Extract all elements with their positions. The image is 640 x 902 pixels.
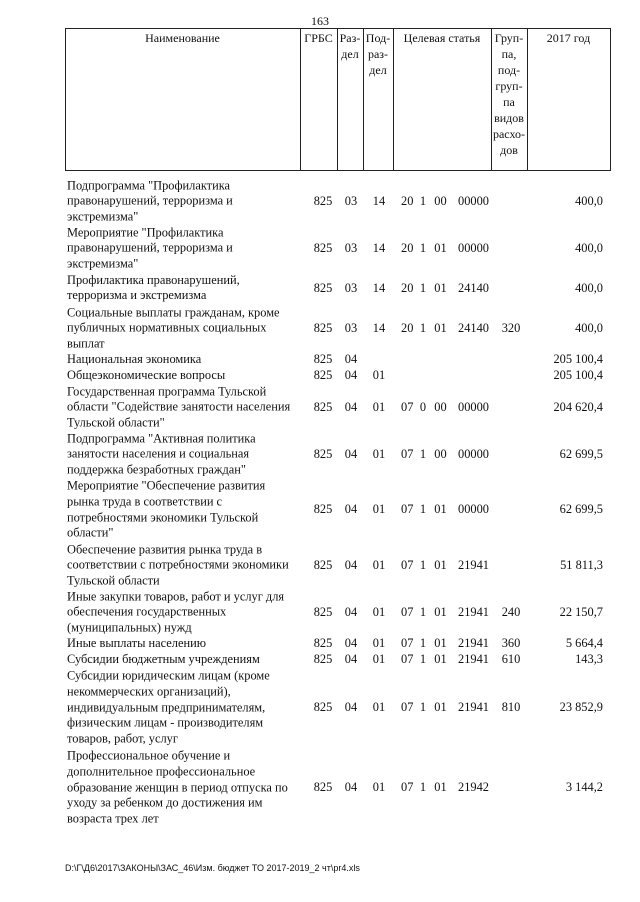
cs-direction: 00000 (458, 502, 489, 517)
cs-program: 07 (401, 780, 414, 795)
cs-event: 01 (434, 557, 447, 572)
row-target-article (401, 194, 491, 210)
row-name: Социальные выплаты гражданам, кроме публичных нормативных социальных выплат (67, 304, 280, 351)
table-row (0, 478, 640, 542)
row-amount: 400,0 (575, 280, 603, 295)
row-name: Профессиональное обучение и дополнительное профессиональное образование женщин в период отпуска по уходу за ребенком до достижения им возраста трех лет (67, 748, 288, 826)
cs-direction: 21941 (458, 557, 489, 572)
cs-direction: 21941 (458, 700, 489, 715)
row-amount: 3 144,2 (565, 780, 603, 795)
cs-program: 07 (401, 399, 414, 414)
row-name: Национальная экономика (67, 352, 202, 367)
row-podrazdel: 14 (372, 280, 386, 295)
table-row (0, 636, 640, 652)
row-razdel: 04 (344, 780, 358, 795)
row-razdel: 03 (344, 193, 358, 208)
cs-event: 01 (434, 280, 447, 295)
row-expense-group: 810 (501, 700, 521, 715)
cs-event: 01 (434, 320, 447, 335)
row-razdel: 04 (344, 652, 358, 667)
row-name: Подпрограмма "Профилактика правонарушений, терроризма и экстремизма" (67, 177, 233, 224)
row-razdel: 04 (344, 368, 358, 383)
row-grbs: 825 (313, 700, 333, 715)
cs-subprogram: 1 (419, 502, 427, 517)
table-row (0, 384, 640, 431)
row-name: Подпрограмма "Активная политика занятости населения и социальная поддержка безработных граждан" (67, 430, 256, 477)
table-row (0, 652, 640, 668)
header-target-article: Целевая статья (403, 31, 481, 45)
header-divider (393, 28, 394, 171)
row-target-article (401, 368, 491, 384)
row-amount: 205 100,4 (553, 352, 603, 367)
cs-direction: 21941 (458, 652, 489, 667)
row-grbs: 825 (313, 636, 333, 651)
row-grbs: 825 (313, 604, 333, 619)
cs-subprogram: 1 (419, 636, 427, 651)
cs-direction: 21942 (458, 780, 489, 795)
cs-subprogram: 1 (419, 320, 427, 335)
row-name: Иные выплаты населению (67, 636, 206, 651)
table-row (0, 431, 640, 478)
row-target-article (401, 700, 491, 716)
row-expense-group: 610 (501, 652, 521, 667)
row-name: Государственная программа Тульской области "Содействие занятости населения Тульской области" (67, 383, 291, 430)
row-amount: 400,0 (575, 320, 603, 335)
header-podrazdel: Под- раз- дел (365, 31, 391, 77)
row-podrazdel: 01 (372, 557, 386, 572)
row-target-article (401, 652, 491, 668)
table-row (0, 225, 640, 272)
cs-direction: 00000 (458, 193, 489, 208)
table-row (0, 748, 640, 828)
header-name: Наименование (145, 31, 220, 45)
row-name: Обеспечение развития рынка труда в соответствии с потребностями экономики Тульской области (67, 541, 289, 588)
cs-direction: 21941 (458, 604, 489, 619)
header-divider (65, 28, 66, 171)
row-razdel: 04 (344, 636, 358, 651)
cs-direction: 24140 (458, 280, 489, 295)
row-amount: 23 852,9 (559, 700, 603, 715)
cs-program: 07 (401, 636, 414, 651)
table-row (0, 305, 640, 352)
cs-subprogram: 1 (419, 193, 427, 208)
cs-direction: 00000 (458, 240, 489, 255)
row-podrazdel: 01 (372, 604, 386, 619)
row-target-article (401, 241, 491, 257)
row-target-article (401, 558, 491, 574)
row-grbs: 825 (313, 193, 333, 208)
row-name: Субсидии бюджетным учреждениям (67, 652, 260, 667)
row-grbs: 825 (313, 352, 333, 367)
cs-event: 01 (434, 700, 447, 715)
row-amount: 5 664,4 (565, 636, 603, 651)
table-row (0, 542, 640, 589)
cs-event: 01 (434, 652, 447, 667)
row-target-article (401, 281, 491, 297)
cs-subprogram: 1 (419, 557, 427, 572)
row-razdel: 04 (344, 700, 358, 715)
row-razdel: 04 (344, 352, 358, 367)
row-podrazdel: 14 (372, 320, 386, 335)
cs-event: 00 (434, 446, 447, 461)
row-razdel: 04 (344, 446, 358, 461)
cs-event: 01 (434, 604, 447, 619)
cs-subprogram: 1 (419, 700, 427, 715)
cs-program: 07 (401, 557, 414, 572)
header-bottom-border (65, 170, 611, 171)
table-row (0, 668, 640, 748)
row-name: Субсидии юридическим лицам (кроме некоммерческих организаций), индивидуальным предпринимателям, физическим лицам - производителям товаров, работ, услуг (67, 668, 270, 746)
row-grbs: 825 (313, 780, 333, 795)
row-razdel: 04 (344, 557, 358, 572)
row-target-article (401, 605, 491, 621)
row-amount: 22 150,7 (559, 604, 603, 619)
row-expense-group: 360 (501, 636, 521, 651)
row-podrazdel: 01 (372, 652, 386, 667)
header-divider (527, 28, 528, 171)
row-amount: 205 100,4 (553, 368, 603, 383)
cs-direction: 00000 (458, 399, 489, 414)
header-razdel: Раз- дел (339, 31, 361, 61)
cs-event: 00 (434, 399, 447, 414)
cs-subprogram: 1 (419, 780, 427, 795)
cs-program: 07 (401, 700, 414, 715)
row-grbs: 825 (313, 399, 333, 414)
row-podrazdel: 14 (372, 193, 386, 208)
table-body (0, 178, 640, 828)
cs-event: 01 (434, 502, 447, 517)
row-name: Профилактика правонарушений, терроризма и экстремизма (67, 272, 240, 303)
row-grbs: 825 (313, 652, 333, 667)
row-name: Мероприятие "Обеспечение развития рынка труда в соответствии с потребностями экономики Тульской области" (67, 478, 266, 540)
row-grbs: 825 (313, 502, 333, 517)
header-divider (300, 28, 301, 171)
header-expense-group: Груп- па, под- груп- па видов расхо- дов (492, 31, 526, 157)
row-podrazdel: 01 (372, 780, 386, 795)
row-amount: 400,0 (575, 193, 603, 208)
cs-program: 20 (401, 280, 414, 295)
cs-event: 01 (434, 780, 447, 795)
row-target-article (401, 502, 491, 518)
row-podrazdel: 01 (372, 368, 386, 383)
row-expense-group: 320 (501, 320, 521, 335)
row-target-article (401, 447, 491, 463)
cs-program: 20 (401, 240, 414, 255)
cs-subprogram: 1 (419, 280, 427, 295)
cs-subprogram: 1 (419, 604, 427, 619)
row-amount: 62 699,5 (559, 502, 603, 517)
cs-direction: 00000 (458, 446, 489, 461)
page-number: 163 (311, 14, 329, 28)
row-podrazdel: 14 (372, 240, 386, 255)
row-amount: 62 699,5 (559, 446, 603, 461)
cs-program: 20 (401, 193, 414, 208)
table-header (65, 28, 611, 171)
table-row (0, 352, 640, 368)
table-row (0, 178, 640, 225)
row-expense-group: 240 (501, 604, 521, 619)
row-amount: 204 620,4 (553, 399, 603, 414)
row-grbs: 825 (313, 557, 333, 572)
row-grbs: 825 (313, 240, 333, 255)
row-razdel: 03 (344, 240, 358, 255)
row-razdel: 03 (344, 280, 358, 295)
row-razdel: 04 (344, 399, 358, 414)
row-name: Общеэкономические вопросы (67, 368, 226, 383)
file-path-footer: D:\Г\Д6\2017\ЗАКОНЫ\ЗАС_46\Изм. бюджет ТО 2017-2019_2 чт\pr4.xls (65, 863, 360, 873)
row-grbs: 825 (313, 320, 333, 335)
cs-subprogram: 1 (419, 446, 427, 461)
cs-subprogram: 1 (419, 240, 427, 255)
cs-direction: 21941 (458, 636, 489, 651)
header-divider (610, 28, 611, 171)
row-name: Мероприятие "Профилактика правонарушений, терроризма и экстремизма" (67, 224, 233, 271)
row-podrazdel: 01 (372, 636, 386, 651)
row-target-article (401, 352, 491, 368)
row-podrazdel: 01 (372, 700, 386, 715)
row-podrazdel: 01 (372, 502, 386, 517)
cs-event: 01 (434, 240, 447, 255)
row-podrazdel: 01 (372, 446, 386, 461)
row-amount: 143,3 (575, 652, 603, 667)
cs-program: 20 (401, 320, 414, 335)
cs-direction: 24140 (458, 320, 489, 335)
table-row (0, 272, 640, 305)
row-amount: 400,0 (575, 240, 603, 255)
row-grbs: 825 (313, 368, 333, 383)
cs-event: 01 (434, 636, 447, 651)
row-podrazdel: 01 (372, 399, 386, 414)
row-target-article (401, 636, 491, 652)
cs-program: 07 (401, 502, 414, 517)
table-row (0, 589, 640, 636)
row-razdel: 04 (344, 502, 358, 517)
header-top-border (65, 28, 611, 29)
cs-program: 07 (401, 446, 414, 461)
table-row (0, 368, 640, 384)
cs-program: 07 (401, 604, 414, 619)
row-razdel: 04 (344, 604, 358, 619)
cs-subprogram: 0 (419, 399, 427, 414)
row-amount: 51 811,3 (560, 557, 603, 572)
cs-program: 07 (401, 652, 414, 667)
row-target-article (401, 780, 491, 796)
row-target-article (401, 400, 491, 416)
row-grbs: 825 (313, 446, 333, 461)
row-name: Иные закупки товаров, работ и услуг для обеспечения государственных (муниципальных) нужд (67, 588, 285, 635)
row-razdel: 03 (344, 320, 358, 335)
row-target-article (401, 321, 491, 337)
header-grbs: ГРБС (304, 31, 333, 45)
cs-subprogram: 1 (419, 652, 427, 667)
row-grbs: 825 (313, 280, 333, 295)
cs-event: 00 (434, 193, 447, 208)
header-year: 2017 год (546, 31, 591, 45)
